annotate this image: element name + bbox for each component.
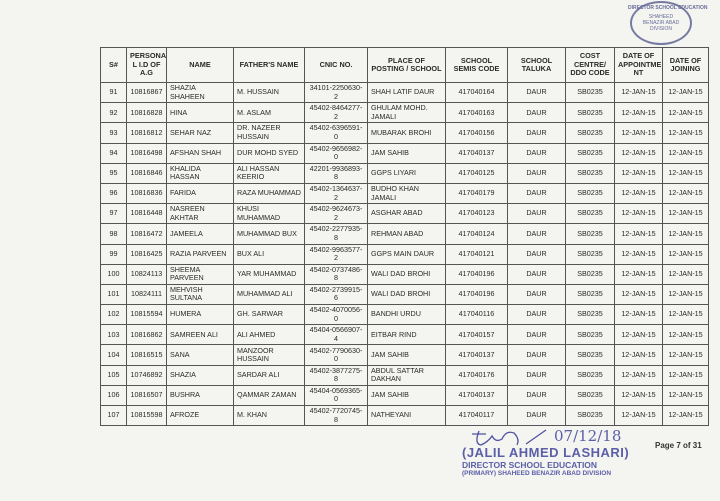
cell-personal-id: 10816862 [127, 325, 167, 345]
cell-date-of-appointment: 12-JAN-15 [615, 406, 663, 426]
official-stamp [628, 1, 708, 45]
cell-personal-id: 10816472 [127, 224, 167, 244]
cell-semis-code: 417040124 [446, 224, 508, 244]
signatory-name: (JALIL AHMED LASHARI) [462, 445, 630, 460]
table-row [101, 143, 709, 163]
cell-place-of-posting: BANDHI URDU [368, 305, 446, 325]
table-row [101, 365, 709, 385]
cell-name: SHAZIA SHAHEEN [167, 83, 234, 103]
cell-taluka: DAUR [508, 103, 566, 123]
cell-serial: 91 [101, 83, 127, 103]
header-ddo-code: COST CENTRE/ DDO CODE [566, 48, 615, 83]
cell-ddo-code: SB0235 [566, 325, 615, 345]
cell-date-of-joining: 12-JAN-15 [663, 83, 709, 103]
cell-serial: 104 [101, 345, 127, 365]
cell-date-of-joining: 12-JAN-15 [663, 365, 709, 385]
cell-date-of-joining: 12-JAN-15 [663, 406, 709, 426]
cell-father-name: MANZOOR HUSSAIN [234, 345, 305, 365]
cell-serial: 105 [101, 365, 127, 385]
table-row [101, 224, 709, 244]
header-taluka: SCHOOL TALUKA [508, 48, 566, 83]
cell-personal-id: 10816846 [127, 163, 167, 183]
cell-personal-id: 10815598 [127, 406, 167, 426]
cell-date-of-appointment: 12-JAN-15 [615, 224, 663, 244]
cell-date-of-joining: 12-JAN-15 [663, 264, 709, 284]
cell-taluka: DAUR [508, 385, 566, 405]
signatory-title: DIRECTOR SCHOOL EDUCATION [462, 460, 598, 470]
cell-place-of-posting: REHMAN ABAD [368, 224, 446, 244]
cell-semis-code: 417040137 [446, 385, 508, 405]
cell-personal-id: 10816828 [127, 103, 167, 123]
cell-date-of-appointment: 12-JAN-15 [615, 244, 663, 264]
table-row [101, 204, 709, 224]
cell-father-name: SARDAR ALI [234, 365, 305, 385]
cell-ddo-code: SB0235 [566, 163, 615, 183]
cell-ddo-code: SB0235 [566, 365, 615, 385]
cell-place-of-posting: GGPS LIYARI [368, 163, 446, 183]
cell-date-of-appointment: 12-JAN-15 [615, 143, 663, 163]
cell-personal-id: 10816836 [127, 183, 167, 203]
cell-semis-code: 417040123 [446, 204, 508, 224]
cell-personal-id: 10816507 [127, 385, 167, 405]
cell-father-name: RAZA MUHAMMAD [234, 183, 305, 203]
cell-date-of-joining: 12-JAN-15 [663, 183, 709, 203]
cell-ddo-code: SB0235 [566, 204, 615, 224]
header-date-of-appointment: DATE OF APPOINTME NT [615, 48, 663, 83]
cell-personal-id: 10816515 [127, 345, 167, 365]
cell-father-name: QAMMAR ZAMAN [234, 385, 305, 405]
stamp-ring-text: DIRECTOR SCHOOL EDUCATION [628, 5, 708, 11]
cell-personal-id: 10816867 [127, 83, 167, 103]
stamp-line: BENAZIR ABAD [642, 20, 680, 26]
cell-cnic: 45402-9624673-2 [305, 204, 368, 224]
cell-serial: 92 [101, 103, 127, 123]
cell-semis-code: 417040176 [446, 365, 508, 385]
header-name: NAME [167, 48, 234, 83]
cell-serial: 95 [101, 163, 127, 183]
cell-date-of-joining: 12-JAN-15 [663, 103, 709, 123]
cell-name: SHAZIA [167, 365, 234, 385]
cell-semis-code: 417040116 [446, 305, 508, 325]
cell-serial: 101 [101, 284, 127, 304]
cell-name: RAZIA PARVEEN [167, 244, 234, 264]
cell-semis-code: 417040117 [446, 406, 508, 426]
cell-name: KHALIDA HASSAN [167, 163, 234, 183]
cell-semis-code: 417040179 [446, 183, 508, 203]
cell-semis-code: 417040121 [446, 244, 508, 264]
cell-taluka: DAUR [508, 365, 566, 385]
header-place-of-posting: PLACE OF POSTING / SCHOOL [368, 48, 446, 83]
cell-personal-id: 10815594 [127, 305, 167, 325]
cell-date-of-appointment: 12-JAN-15 [615, 163, 663, 183]
table-row [101, 163, 709, 183]
cell-personal-id: 10824113 [127, 264, 167, 284]
cell-ddo-code: SB0235 [566, 224, 615, 244]
cell-serial: 100 [101, 264, 127, 284]
cell-date-of-joining: 12-JAN-15 [663, 284, 709, 304]
table-row [101, 406, 709, 426]
cell-cnic: 45402-2277935-8 [305, 224, 368, 244]
cell-place-of-posting: ASGHAR ABAD [368, 204, 446, 224]
cell-personal-id: 10816448 [127, 204, 167, 224]
cell-date-of-joining: 12-JAN-15 [663, 305, 709, 325]
cell-date-of-joining: 12-JAN-15 [663, 204, 709, 224]
cell-serial: 103 [101, 325, 127, 345]
cell-personal-id: 10816425 [127, 244, 167, 264]
cell-father-name: GH. SARWAR [234, 305, 305, 325]
cell-ddo-code: SB0235 [566, 123, 615, 143]
cell-taluka: DAUR [508, 163, 566, 183]
cell-date-of-joining: 12-JAN-15 [663, 123, 709, 143]
cell-ddo-code: SB0235 [566, 305, 615, 325]
table-row [101, 305, 709, 325]
cell-name: MEHVISH SULTANA [167, 284, 234, 304]
cell-cnic: 45402-9963577-2 [305, 244, 368, 264]
cell-taluka: DAUR [508, 284, 566, 304]
cell-cnic: 42201-9936893-8 [305, 163, 368, 183]
header-date-of-joining: DATE OF JOINING [663, 48, 709, 83]
cell-name: HUMERA [167, 305, 234, 325]
cell-personal-id: 10816498 [127, 143, 167, 163]
cell-taluka: DAUR [508, 406, 566, 426]
cell-name: SEHAR NAZ [167, 123, 234, 143]
cell-serial: 97 [101, 204, 127, 224]
cell-date-of-joining: 12-JAN-15 [663, 143, 709, 163]
cell-name: SANA [167, 345, 234, 365]
cell-date-of-appointment: 12-JAN-15 [615, 123, 663, 143]
signatory-office: (PRIMARY) SHAHEED BENAZIR ABAD DIVISION [462, 470, 612, 477]
cell-name: FARIDA [167, 183, 234, 203]
cell-cnic: 45402-0737486-8 [305, 264, 368, 284]
cell-date-of-appointment: 12-JAN-15 [615, 305, 663, 325]
cell-father-name: MUHAMMAD BUX [234, 224, 305, 244]
cell-taluka: DAUR [508, 224, 566, 244]
cell-father-name: M. ASLAM [234, 103, 305, 123]
cell-ddo-code: SB0235 [566, 83, 615, 103]
cell-date-of-joining: 12-JAN-15 [663, 163, 709, 183]
cell-serial: 106 [101, 385, 127, 405]
cell-place-of-posting: MUBARAK BROHI [368, 123, 446, 143]
cell-name: AFSHAN SHAH [167, 143, 234, 163]
cell-cnic: 45402-7790630-0 [305, 345, 368, 365]
stamp-line: DIVISION [650, 26, 672, 32]
cell-place-of-posting: BUDHO KHAN JAMALI [368, 183, 446, 203]
cell-date-of-appointment: 12-JAN-15 [615, 103, 663, 123]
cell-serial: 94 [101, 143, 127, 163]
cell-taluka: DAUR [508, 244, 566, 264]
cell-date-of-appointment: 12-JAN-15 [615, 183, 663, 203]
cell-semis-code: 417040196 [446, 284, 508, 304]
cell-father-name: YAR MUHAMMAD [234, 264, 305, 284]
header-semis-code: SCHOOL SEMIS CODE [446, 48, 508, 83]
table-row [101, 83, 709, 103]
cell-taluka: DAUR [508, 264, 566, 284]
header-serial: S# [101, 48, 127, 83]
cell-name: SHEEMA PARVEEN [167, 264, 234, 284]
cell-cnic: 45402-3877275-8 [305, 365, 368, 385]
stamp-center [632, 14, 690, 32]
cell-place-of-posting: EITBAR RIND [368, 325, 446, 345]
cell-taluka: DAUR [508, 305, 566, 325]
table-row [101, 325, 709, 345]
table-row [101, 103, 709, 123]
cell-semis-code: 417040164 [446, 83, 508, 103]
cell-taluka: DAUR [508, 123, 566, 143]
cell-cnic: 34101-2250630-2 [305, 83, 368, 103]
cell-name: HINA [167, 103, 234, 123]
cell-date-of-appointment: 12-JAN-15 [615, 365, 663, 385]
stamp-line: SHAHEED [648, 14, 674, 20]
cell-father-name: DUR MOHD SYED [234, 143, 305, 163]
cell-name: JAMEELA [167, 224, 234, 244]
cell-place-of-posting: WALI DAD BROHI [368, 284, 446, 304]
cell-cnic: 45404-0566907-4 [305, 325, 368, 345]
cell-date-of-appointment: 12-JAN-15 [615, 204, 663, 224]
table-row [101, 284, 709, 304]
cell-date-of-appointment: 12-JAN-15 [615, 284, 663, 304]
cell-serial: 96 [101, 183, 127, 203]
cell-ddo-code: SB0235 [566, 345, 615, 365]
table-row [101, 264, 709, 284]
cell-date-of-joining: 12-JAN-15 [663, 224, 709, 244]
cell-semis-code: 417040156 [446, 123, 508, 143]
cell-father-name: M. KHAN [234, 406, 305, 426]
cell-father-name: ALI HASSAN KEERIO [234, 163, 305, 183]
header-father-name: FATHER'S NAME [234, 48, 305, 83]
cell-cnic: 45404-0569365-0 [305, 385, 368, 405]
cell-taluka: DAUR [508, 183, 566, 203]
cell-date-of-joining: 12-JAN-15 [663, 345, 709, 365]
cell-taluka: DAUR [508, 143, 566, 163]
cell-father-name: KHUSI MUHAMMAD [234, 204, 305, 224]
cell-cnic: 45402-4070056-0 [305, 305, 368, 325]
cell-personal-id: 10816812 [127, 123, 167, 143]
cell-place-of-posting: JAM SAHIB [368, 345, 446, 365]
cell-place-of-posting: NATHEYANI [368, 406, 446, 426]
cell-taluka: DAUR [508, 83, 566, 103]
cell-date-of-joining: 12-JAN-15 [663, 325, 709, 345]
cell-ddo-code: SB0235 [566, 406, 615, 426]
cell-date-of-appointment: 12-JAN-15 [615, 385, 663, 405]
cell-name: AFROZE [167, 406, 234, 426]
cell-personal-id: 10824111 [127, 284, 167, 304]
cell-name: SAMREEN ALI [167, 325, 234, 345]
cell-serial: 107 [101, 406, 127, 426]
cell-cnic: 45402-9656982-0 [305, 143, 368, 163]
cell-date-of-joining: 12-JAN-15 [663, 244, 709, 264]
cell-semis-code: 417040196 [446, 264, 508, 284]
cell-date-of-appointment: 12-JAN-15 [615, 83, 663, 103]
cell-cnic: 45402-8464277-2 [305, 103, 368, 123]
cell-name: BUSHRA [167, 385, 234, 405]
cell-father-name: ALI AHMED [234, 325, 305, 345]
cell-semis-code: 417040125 [446, 163, 508, 183]
header-cnic: CNIC NO. [305, 48, 368, 83]
cell-place-of-posting: JAM SAHIB [368, 143, 446, 163]
header-personal-id: PERSONA L I.D OF A.G [127, 48, 167, 83]
appointment-table [100, 47, 709, 426]
cell-ddo-code: SB0235 [566, 183, 615, 203]
table-row [101, 183, 709, 203]
cell-place-of-posting: WALI DAD BROHI [368, 264, 446, 284]
cell-serial: 102 [101, 305, 127, 325]
cell-serial: 98 [101, 224, 127, 244]
cell-date-of-joining: 12-JAN-15 [663, 385, 709, 405]
table-row [101, 123, 709, 143]
cell-serial: 93 [101, 123, 127, 143]
cell-date-of-appointment: 12-JAN-15 [615, 325, 663, 345]
cell-taluka: DAUR [508, 345, 566, 365]
cell-ddo-code: SB0235 [566, 264, 615, 284]
table-row [101, 385, 709, 405]
cell-cnic: 45402-7720745-8 [305, 406, 368, 426]
page-number: Page 7 of 31 [655, 441, 702, 450]
table-row [101, 345, 709, 365]
cell-taluka: DAUR [508, 204, 566, 224]
cell-personal-id: 10746892 [127, 365, 167, 385]
cell-father-name: DR. NAZEER HUSSAIN [234, 123, 305, 143]
cell-father-name: M. HUSSAIN [234, 83, 305, 103]
cell-cnic: 45402-1364637-2 [305, 183, 368, 203]
cell-place-of-posting: SHAH LATIF DAUR [368, 83, 446, 103]
cell-date-of-appointment: 12-JAN-15 [615, 264, 663, 284]
cell-cnic: 45402-2739915-6 [305, 284, 368, 304]
cell-father-name: BUX ALI [234, 244, 305, 264]
cell-ddo-code: SB0235 [566, 385, 615, 405]
table-row [101, 244, 709, 264]
cell-ddo-code: SB0235 [566, 284, 615, 304]
cell-semis-code: 417040157 [446, 325, 508, 345]
cell-ddo-code: SB0235 [566, 103, 615, 123]
cell-cnic: 45402-6396591-0 [305, 123, 368, 143]
cell-place-of-posting: GHULAM MOHD. JAMALI [368, 103, 446, 123]
cell-taluka: DAUR [508, 325, 566, 345]
cell-ddo-code: SB0235 [566, 143, 615, 163]
cell-serial: 99 [101, 244, 127, 264]
cell-date-of-appointment: 12-JAN-15 [615, 345, 663, 365]
cell-semis-code: 417040163 [446, 103, 508, 123]
cell-father-name: MUHAMMAD ALI [234, 284, 305, 304]
cell-place-of-posting: ABDUL SATTAR DAKHAN [368, 365, 446, 385]
cell-ddo-code: SB0235 [566, 244, 615, 264]
cell-semis-code: 417040137 [446, 345, 508, 365]
table-header-row [101, 48, 709, 83]
cell-semis-code: 417040137 [446, 143, 508, 163]
cell-place-of-posting: GGPS MAIN DAUR [368, 244, 446, 264]
signature-date: 07/12/18 [554, 427, 622, 445]
cell-place-of-posting: JAM SAHIB [368, 385, 446, 405]
signature-block [462, 428, 629, 478]
cell-name: NASREEN AKHTAR [167, 204, 234, 224]
